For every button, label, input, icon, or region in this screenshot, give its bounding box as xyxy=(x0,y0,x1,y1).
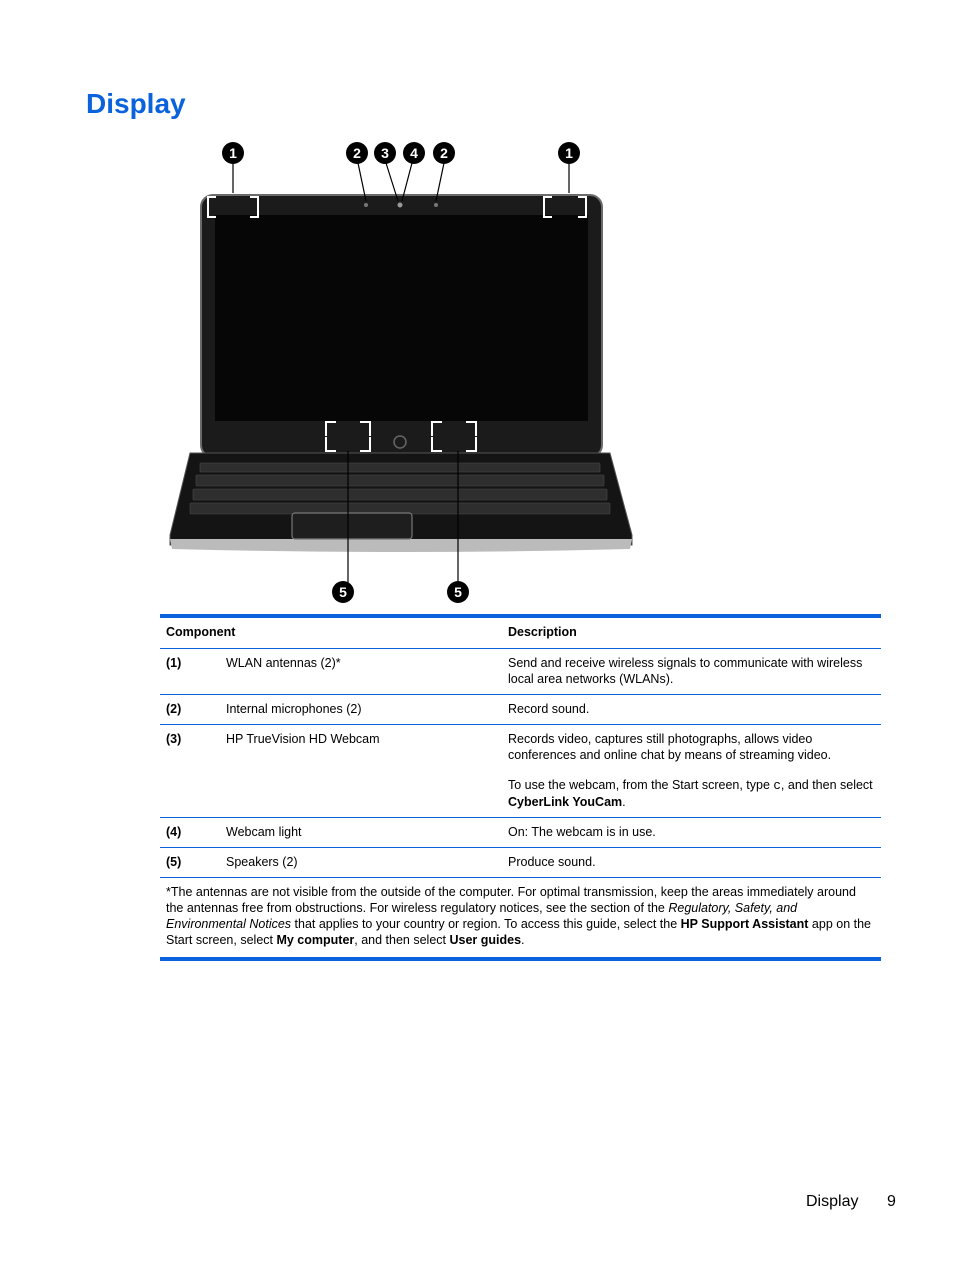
row-component: Webcam light xyxy=(220,818,502,848)
table-row xyxy=(160,818,881,848)
header-description: Description xyxy=(502,616,881,649)
table-header-row xyxy=(160,616,881,649)
header-component: Component xyxy=(160,616,502,649)
row-component: WLAN antennas (2)* xyxy=(220,649,502,695)
row-description: On: The webcam is in use. xyxy=(502,818,881,848)
callout-5-right xyxy=(447,581,469,603)
antenna-footnote: *The antennas are not visible from the outside of the computer. For optimal transmission, keep the areas immediately around the antennas free from obstructions. For wireless regulatory notices, see the section of the Regulatory, Safety, and Environmental Notices that applies to your country or region. To access this guide, select the HP Support Assistant app on the Start screen, select My computer, and then select User guides. xyxy=(166,885,871,947)
svg-text:2: 2 xyxy=(440,145,448,161)
callout-1-right xyxy=(558,142,580,164)
svg-text:2: 2 xyxy=(353,145,361,161)
row-description xyxy=(502,725,881,818)
laptop-display-figure xyxy=(160,135,640,610)
row-description: Send and receive wireless signals to communicate with wireless local area networks (WLANs). xyxy=(502,649,881,695)
table-footnote-row xyxy=(160,878,881,960)
webcam-usage-note: To use the webcam, from the Start screen, type c, and then select CyberLink YouCam. xyxy=(508,778,873,809)
callout-1-left xyxy=(222,142,244,164)
table-row xyxy=(160,695,881,725)
footer-section: Display xyxy=(806,1193,859,1210)
callout-2-right xyxy=(433,142,455,164)
svg-text:3: 3 xyxy=(381,145,389,161)
row-component: Speakers (2) xyxy=(220,848,502,878)
type-command: c xyxy=(773,779,781,793)
row-number: (5) xyxy=(160,848,220,878)
row-number: (3) xyxy=(160,725,220,818)
row-component: Internal microphones (2) xyxy=(220,695,502,725)
table-row xyxy=(160,848,881,878)
svg-text:4: 4 xyxy=(410,145,418,161)
row-number: (2) xyxy=(160,695,220,725)
callout-4 xyxy=(403,142,425,164)
webcam-description: Records video, captures still photographs, allows video conferences and online chat by means of streaming video. xyxy=(508,732,832,762)
row-component: HP TrueVision HD Webcam xyxy=(220,725,502,818)
table-row xyxy=(160,725,881,818)
svg-text:5: 5 xyxy=(454,584,462,600)
callout-3 xyxy=(374,142,396,164)
components-table xyxy=(160,614,881,961)
laptop-illustration xyxy=(160,135,640,610)
callout-5-left xyxy=(332,581,354,603)
table-row xyxy=(160,649,881,695)
row-number: (1) xyxy=(160,649,220,695)
row-number: (4) xyxy=(160,818,220,848)
svg-text:1: 1 xyxy=(229,145,237,161)
app-name: CyberLink YouCam xyxy=(508,795,623,809)
page-number: 9 xyxy=(887,1193,896,1210)
svg-text:1: 1 xyxy=(565,145,573,161)
row-description: Record sound. xyxy=(502,695,881,725)
callout-2-left xyxy=(346,142,368,164)
touchpad xyxy=(292,513,412,539)
page-title: Display xyxy=(86,88,186,119)
svg-text:5: 5 xyxy=(339,584,347,600)
row-description: Produce sound. xyxy=(502,848,881,878)
